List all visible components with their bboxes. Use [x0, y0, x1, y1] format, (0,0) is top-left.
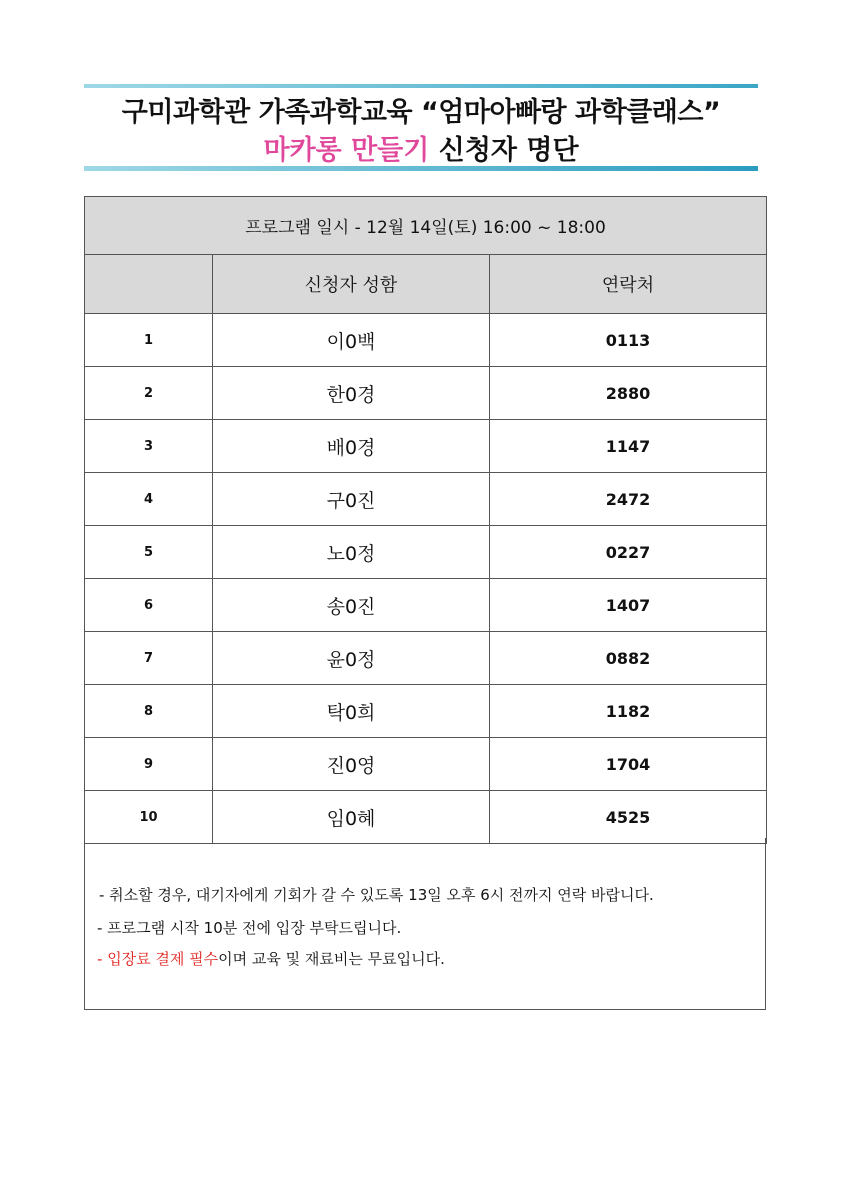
table-row	[85, 420, 767, 473]
applicant-name: 임0혜	[213, 791, 490, 844]
applicant-name: 윤0정	[213, 632, 490, 685]
applicant-phone: 0113	[490, 314, 767, 367]
program-name: 마카롱 만들기	[263, 135, 430, 166]
header-bottom-rule	[84, 166, 758, 171]
applicant-phone: 0882	[490, 632, 767, 685]
applicant-phone: 1147	[490, 420, 767, 473]
subtitle-rest: 신청자 명단	[429, 135, 579, 166]
note-fee-rest: 이며 교육 및 재료비는 무료입니다.	[218, 950, 445, 968]
applicant-phone: 1407	[490, 579, 767, 632]
note-fee-dash: -	[97, 950, 108, 968]
applicant-table	[84, 196, 767, 844]
table-header-row	[85, 255, 767, 314]
applicant-name: 진0영	[213, 738, 490, 791]
applicant-phone: 0227	[490, 526, 767, 579]
table-row	[85, 367, 767, 420]
row-number: 6	[85, 579, 213, 632]
program-info-row	[85, 197, 767, 255]
table-row	[85, 632, 767, 685]
applicant-phone: 2880	[490, 367, 767, 420]
note-arrival: - 프로그램 시작 10분 전에 입장 부탁드립니다.	[97, 919, 402, 937]
table-row	[85, 685, 767, 738]
row-number: 2	[85, 367, 213, 420]
row-number: 9	[85, 738, 213, 791]
table-row	[85, 526, 767, 579]
applicant-phone: 1704	[490, 738, 767, 791]
row-number: 1	[85, 314, 213, 367]
applicant-name: 탁0희	[213, 685, 490, 738]
note-fee-required: 입장료 결제 필수	[107, 950, 219, 968]
column-header-name: 신청자 성함	[213, 255, 490, 314]
header-top-rule	[84, 84, 758, 88]
applicant-name: 이0백	[213, 314, 490, 367]
column-header-phone: 연락처	[490, 255, 767, 314]
applicant-phone: 2472	[490, 473, 767, 526]
applicant-name: 노0정	[213, 526, 490, 579]
row-number: 3	[85, 420, 213, 473]
program-schedule: 프로그램 일시 - 12월 14일(토) 16:00 ~ 18:00	[85, 197, 767, 255]
applicant-name: 송0진	[213, 579, 490, 632]
document-header	[84, 84, 758, 172]
row-number: 8	[85, 685, 213, 738]
notes-box	[84, 838, 766, 1010]
row-number: 5	[85, 526, 213, 579]
row-number: 4	[85, 473, 213, 526]
table-row	[85, 791, 767, 844]
applicant-name: 한0경	[213, 367, 490, 420]
table-row	[85, 738, 767, 791]
applicant-name: 배0경	[213, 420, 490, 473]
note-fee	[97, 948, 445, 969]
applicant-phone: 4525	[490, 791, 767, 844]
applicant-name: 구0진	[213, 473, 490, 526]
column-header-number	[85, 255, 213, 314]
table-row	[85, 579, 767, 632]
applicant-phone: 1182	[490, 685, 767, 738]
row-number: 10	[85, 791, 213, 844]
document-title: 구미과학관 가족과학교육 “엄마아빠랑 과학클래스”	[121, 97, 721, 128]
document-subtitle	[84, 128, 758, 167]
table-row	[85, 314, 767, 367]
row-number: 7	[85, 632, 213, 685]
note-cancellation: - 취소할 경우, 대기자에게 기회가 갈 수 있도록 13일 오후 6시 전까지 연락 바랍니다.	[99, 886, 654, 904]
table-row	[85, 473, 767, 526]
